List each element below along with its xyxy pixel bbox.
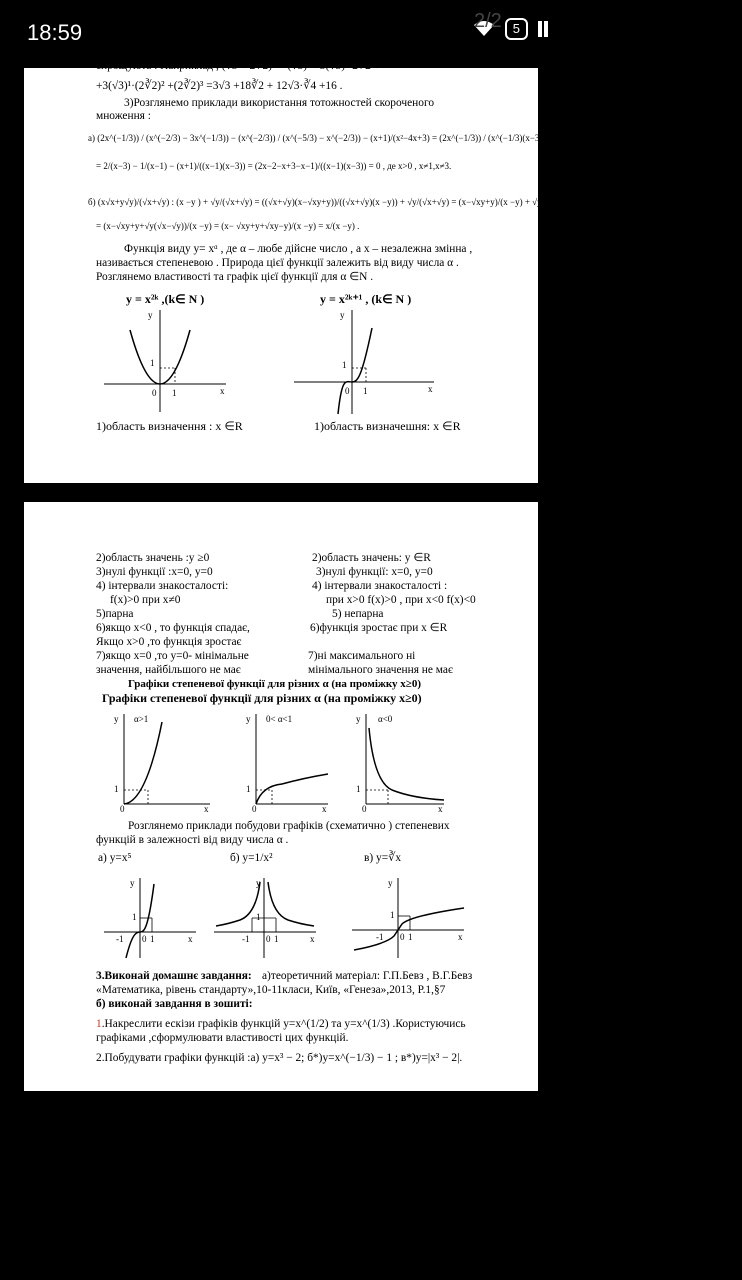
tick-one-y: 1 [256, 912, 261, 922]
graph-alpha-lt-0 [336, 708, 446, 812]
curve [354, 908, 464, 950]
tick-one-y: 1 [390, 910, 395, 920]
prop-left: 2)область значень :y ≥0 [96, 552, 210, 564]
task-1: 1.Накреслити ескізи графіків функцій y=x^(1/2) та y=x^(1/3) .Користуючись [96, 1018, 466, 1030]
document-page-2[interactable] [24, 502, 538, 1091]
tick-minus-one: -1 [242, 934, 250, 944]
text-line: функцій в залежності від виду числа α . [96, 834, 289, 846]
example-b-row1: б) (x√x+y√y)/(√x+√y) : (x −y ) + √y/(√x+√y) = ((√x+√y)(x−√xy+y))/((√x+√y)(x −y)) + √y/(√x+√y) = (x−√xy+y)/(x −y) + √y/(√x+√y) = [88, 197, 582, 207]
alpha-label: α<0 [378, 714, 393, 724]
x-axis-label: x [458, 932, 463, 942]
homework-text: а)теоретичний матеріал: Г.П.Бевз , В.Г.Бевз [262, 970, 473, 982]
domain-left: 1)область визначення : x ∈R [96, 419, 243, 433]
graph-odd-power [290, 306, 440, 416]
prop-left: 4) інтервали знакосталості: [96, 580, 229, 592]
x-axis-label: x [322, 804, 327, 814]
y-axis-label: y [148, 310, 153, 320]
x-axis-label: x [428, 384, 433, 394]
homework-text: б) виконай завдання в зошиті: [96, 998, 253, 1010]
example-a-row1: а) (2x^(−1/3)) / (x^(−2/3) − 3x^(−1/3)) − (x^(−2/3)) / (x^(−5/3) − x^(−2/3)) − (x+1)/(x²−4x+3) = (2x^(−1/3)) / (x^(−1/3)(x−3)) − (x^(−2/3)) / (x^(−2/3)(x−1)) − (x+1)/((x−1)(x−3)) = [88, 133, 742, 143]
tick-one-y: 1 [114, 784, 119, 794]
prop-right: 5) непарна [332, 608, 384, 620]
prop-right: при x>0 f(x)>0 , при x<0 f(x)<0 [326, 594, 476, 606]
prop-right: 2)область значень: y ∈R [312, 552, 431, 564]
homework-title: 3.Виконай домашнє завдання: [96, 970, 252, 982]
curve [256, 774, 328, 804]
heading-overlap: Графіки степеневої функції для різних α (на проміжку x≥0) [128, 678, 422, 690]
y-axis-label: y [388, 878, 393, 888]
tick-one-y: 1 [356, 784, 361, 794]
graph-x5 [100, 874, 200, 960]
tick-zero: 0 [252, 804, 257, 814]
curve [216, 882, 260, 926]
example-label: в) y=∛x [364, 852, 402, 864]
y-axis-label: y [130, 878, 135, 888]
tick-one-x: 1 [172, 388, 177, 398]
prop-right: мінімального значення не має [308, 664, 453, 676]
alpha-label: 0< α<1 [266, 714, 293, 724]
graph-cube-root [348, 874, 468, 960]
tick-minus-one: -1 [376, 932, 384, 942]
tick-minus-one: -1 [116, 934, 124, 944]
graph-alpha-gt-1 [102, 708, 212, 812]
tick-one-x: 1 [363, 386, 368, 396]
tick-one-y: 1 [342, 360, 347, 370]
tick-zero: 0 [120, 804, 125, 814]
prop-right: 6)функція зростає при x ∈R [310, 622, 448, 634]
tick-one-y: 1 [246, 784, 251, 794]
curve [124, 722, 162, 804]
prop-right: 7)ні максимального ні [308, 650, 416, 662]
graph-even-power [100, 306, 230, 416]
task-2: 2.Побудувати графіки функцій :а) y=x³ − 2; б*)y=x^(−1/3) − 1 ; в*)y=|x³ − 2|. [96, 1052, 463, 1064]
y-axis-label: y [114, 714, 119, 724]
tick-one-y: 1 [150, 358, 155, 368]
signal-icon [538, 19, 548, 40]
document-page-1[interactable] [24, 0, 742, 483]
x-axis-label: x [438, 804, 443, 814]
y-axis-label: y [256, 878, 261, 888]
text-line: +3(√3)¹·(2∛2)² +(2∛2)³ =3√3 +18∛2 + 12√3·∛4 +16 . [96, 80, 343, 92]
prop-left: 5)парна [96, 608, 134, 620]
prop-right: 4) інтервали знакосталості : [312, 580, 448, 592]
text-line: Функція виду y= xᵅ , де α – любе дійсне число , а x – незалежна змінна , [124, 243, 473, 255]
example-a-row2: = 2/(x−3) − 1/(x−1) − (x+1)/((x−1)(x−3)) = (2x−2−x+3−x−1)/((x−1)(x−3)) = 0 , де x>0 , x≠1,x≠3. [96, 161, 452, 171]
prop-left: f(x)>0 при x≠0 [110, 594, 181, 606]
tick-one-y: 1 [132, 912, 137, 922]
example-b-row2: = (x−√xy+y+√y(√x−√y))/(x −y) = (x− √xy+y+√xy−y)/(x −y) = x/(x −y) . [96, 221, 360, 231]
y-axis-label: y [356, 714, 361, 724]
text-line: називається степеневою . Природа цієї функції залежить від виду числа α . [96, 257, 459, 269]
prop-right: 3)нулі функції: x=0, y=0 [316, 566, 433, 578]
text-line: множення : [96, 110, 151, 122]
example-label: б) y=1/x² [230, 852, 273, 864]
tick-one-x: 1 [274, 934, 279, 944]
x-axis-label: x [220, 386, 225, 396]
y-axis-label: y [246, 714, 251, 724]
text-line: Розглянемо властивості та графік цієї функції для α ∈N . [96, 271, 374, 283]
x-axis-label: x [310, 934, 315, 944]
text-line: Розглянемо приклади побудови графіків (схематично ) степеневих [128, 820, 450, 832]
prop-left: 6)якщо x<0 , то функція спадає, [96, 622, 250, 634]
battery-icon: 5 [505, 18, 528, 40]
tick-one-x: 1 [408, 932, 413, 942]
prop-left: 7)якщо x=0 ,то y=0- мінімальне [96, 650, 249, 662]
x-axis-label: x [204, 804, 209, 814]
domain-right: 1)область визначешня: x ∈R [314, 419, 461, 433]
y-axis-label: y [340, 310, 345, 320]
tick-zero: 0 [142, 934, 147, 944]
tick-zero: 0 [362, 804, 367, 814]
tick-zero: 0 [345, 386, 350, 396]
page-counter: 2/2 [474, 10, 502, 32]
prop-left: значення, найбільшого не має [96, 664, 241, 676]
tick-zero: 0 [152, 388, 157, 398]
curve [338, 328, 372, 414]
prop-left: 3)нулі функції :x=0, y=0 [96, 566, 213, 578]
prop-left: Якщо x>0 ,то функція зростає [96, 636, 242, 648]
tick-one-x: 1 [150, 934, 155, 944]
alpha-label: α>1 [134, 714, 149, 724]
example-label: а) y=x⁵ [98, 852, 132, 864]
graph-inverse-square [210, 874, 320, 960]
status-time: 18:59 [27, 20, 83, 45]
tick-zero: 0 [266, 934, 271, 944]
graph-left-title: y = x²ᵏ ,(k∈ N ) [126, 292, 205, 306]
section-heading: Графіки степеневої функції для різних α (на проміжку x≥0) [102, 691, 422, 705]
graph-alpha-0-1 [220, 708, 330, 812]
x-axis-label: x [188, 934, 193, 944]
graph-right-title: y = x²ᵏ⁺¹ , (k∈ N ) [320, 292, 412, 306]
text-line: 3)Розглянемо приклади використання тотожностей скороченого [124, 97, 435, 109]
tick-zero: 0 [400, 932, 405, 942]
homework-text: «Математика, рівень стандарту»,10-11класи, Київ, «Генеза»,2013, Р.1,§7 [96, 984, 446, 996]
curve [369, 728, 444, 800]
curve [268, 882, 314, 926]
task-1: графіками ,сформулювати властивості цих функцій. [96, 1032, 349, 1044]
